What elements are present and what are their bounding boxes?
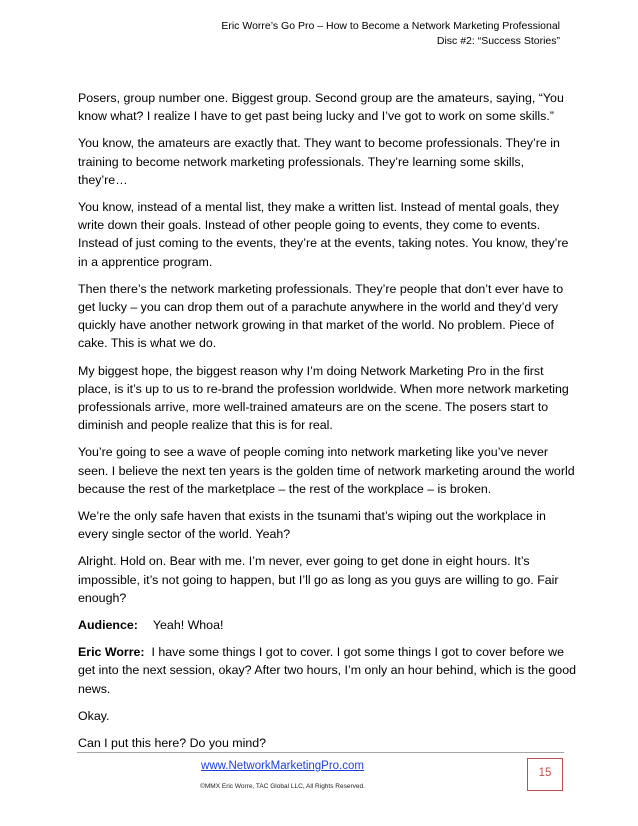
dialogue-audience xyxy=(78,616,576,634)
dialogue-eric-worre xyxy=(78,643,576,698)
page-number: 15 xyxy=(538,767,552,779)
header-title: Eric Worre’s Go Pro – How to Become a Network Marketing Professional xyxy=(221,20,560,32)
paragraph: Posers, group number one. Biggest group. Second group are the amateurs, saying, “You know what? I realize I have to get past being lucky and I’ve got to work on some skills.” xyxy=(78,91,564,124)
paragraph: Okay. xyxy=(78,708,110,723)
dialogue-eric-text: I have some things I got to cover. I got some things I got to cover before we get into the next session, okay? After two hours, I’m only an hour behind, which is the good news. xyxy=(78,645,576,696)
paragraph: You know, the amateurs are exactly that. They want to become professionals. They’re in training to become network marketing professionals. They’re learning some skills, they’re… xyxy=(78,136,560,187)
paragraph: You’re going to see a wave of people coming into network marketing like you’ve never seen. I believe the next ten years is the golden time of network marketing around the world because the rest of the marketplace – the rest of the workplace – is broken. xyxy=(78,445,575,496)
page-header xyxy=(80,19,560,49)
page-number-box xyxy=(527,758,563,791)
website-link[interactable]: www.NetworkMarketingPro.com xyxy=(201,760,364,772)
paragraph: We’re the only safe haven that exists in the tsunami that’s wiping out the workplace in every single sector of the world. Yeah? xyxy=(78,509,546,542)
paragraph: Then there’s the network marketing professionals. They’re people that don’t ever have to get lucky – you can drop them out of a parachute anywhere in the world and they’d very quickly have another network growing in that market of the world. No problem. Piece of cake. This is what we do. xyxy=(78,281,564,351)
transcript-body xyxy=(78,89,576,761)
paragraph: My biggest hope, the biggest reason why I’m doing Network Marketing Pro in the first place, is it’s up to us to re-brand the profession worldwide. When more network marketing professionals arrive, more well-trained amateurs are on the scene. The posers start to diminish and people realize that this is for real. xyxy=(78,363,569,433)
header-subtitle: Disc #2: “Success Stories” xyxy=(436,35,560,47)
paragraph: Alright. Hold on. Bear with me. I’m never, ever going to get done in eight hours. It’s impossible, it’s not going to happen, but I’ll go as long as you guys are willing to go. Fair enough? xyxy=(78,554,559,605)
speaker-label-audience: Audience: xyxy=(78,618,138,633)
paragraph: You know, instead of a mental list, they make a written list. Instead of mental goals, they write down their goals. Instead of other people going to events, they come to events. Instead of just coming to the events, they’re at the events, taking notes. You know, they’re in a apprentice program. xyxy=(78,200,569,269)
footer-divider xyxy=(77,752,564,753)
copyright-notice: ©MMX Eric Worre, TAC Global LLC, All Rights Reserved. xyxy=(200,783,365,790)
speaker-label-eric-worre: Eric Worre: xyxy=(78,645,145,660)
dialogue-audience-text: Yeah! Whoa! xyxy=(152,618,224,633)
paragraph: Can I put this here? Do you mind? xyxy=(78,736,267,751)
